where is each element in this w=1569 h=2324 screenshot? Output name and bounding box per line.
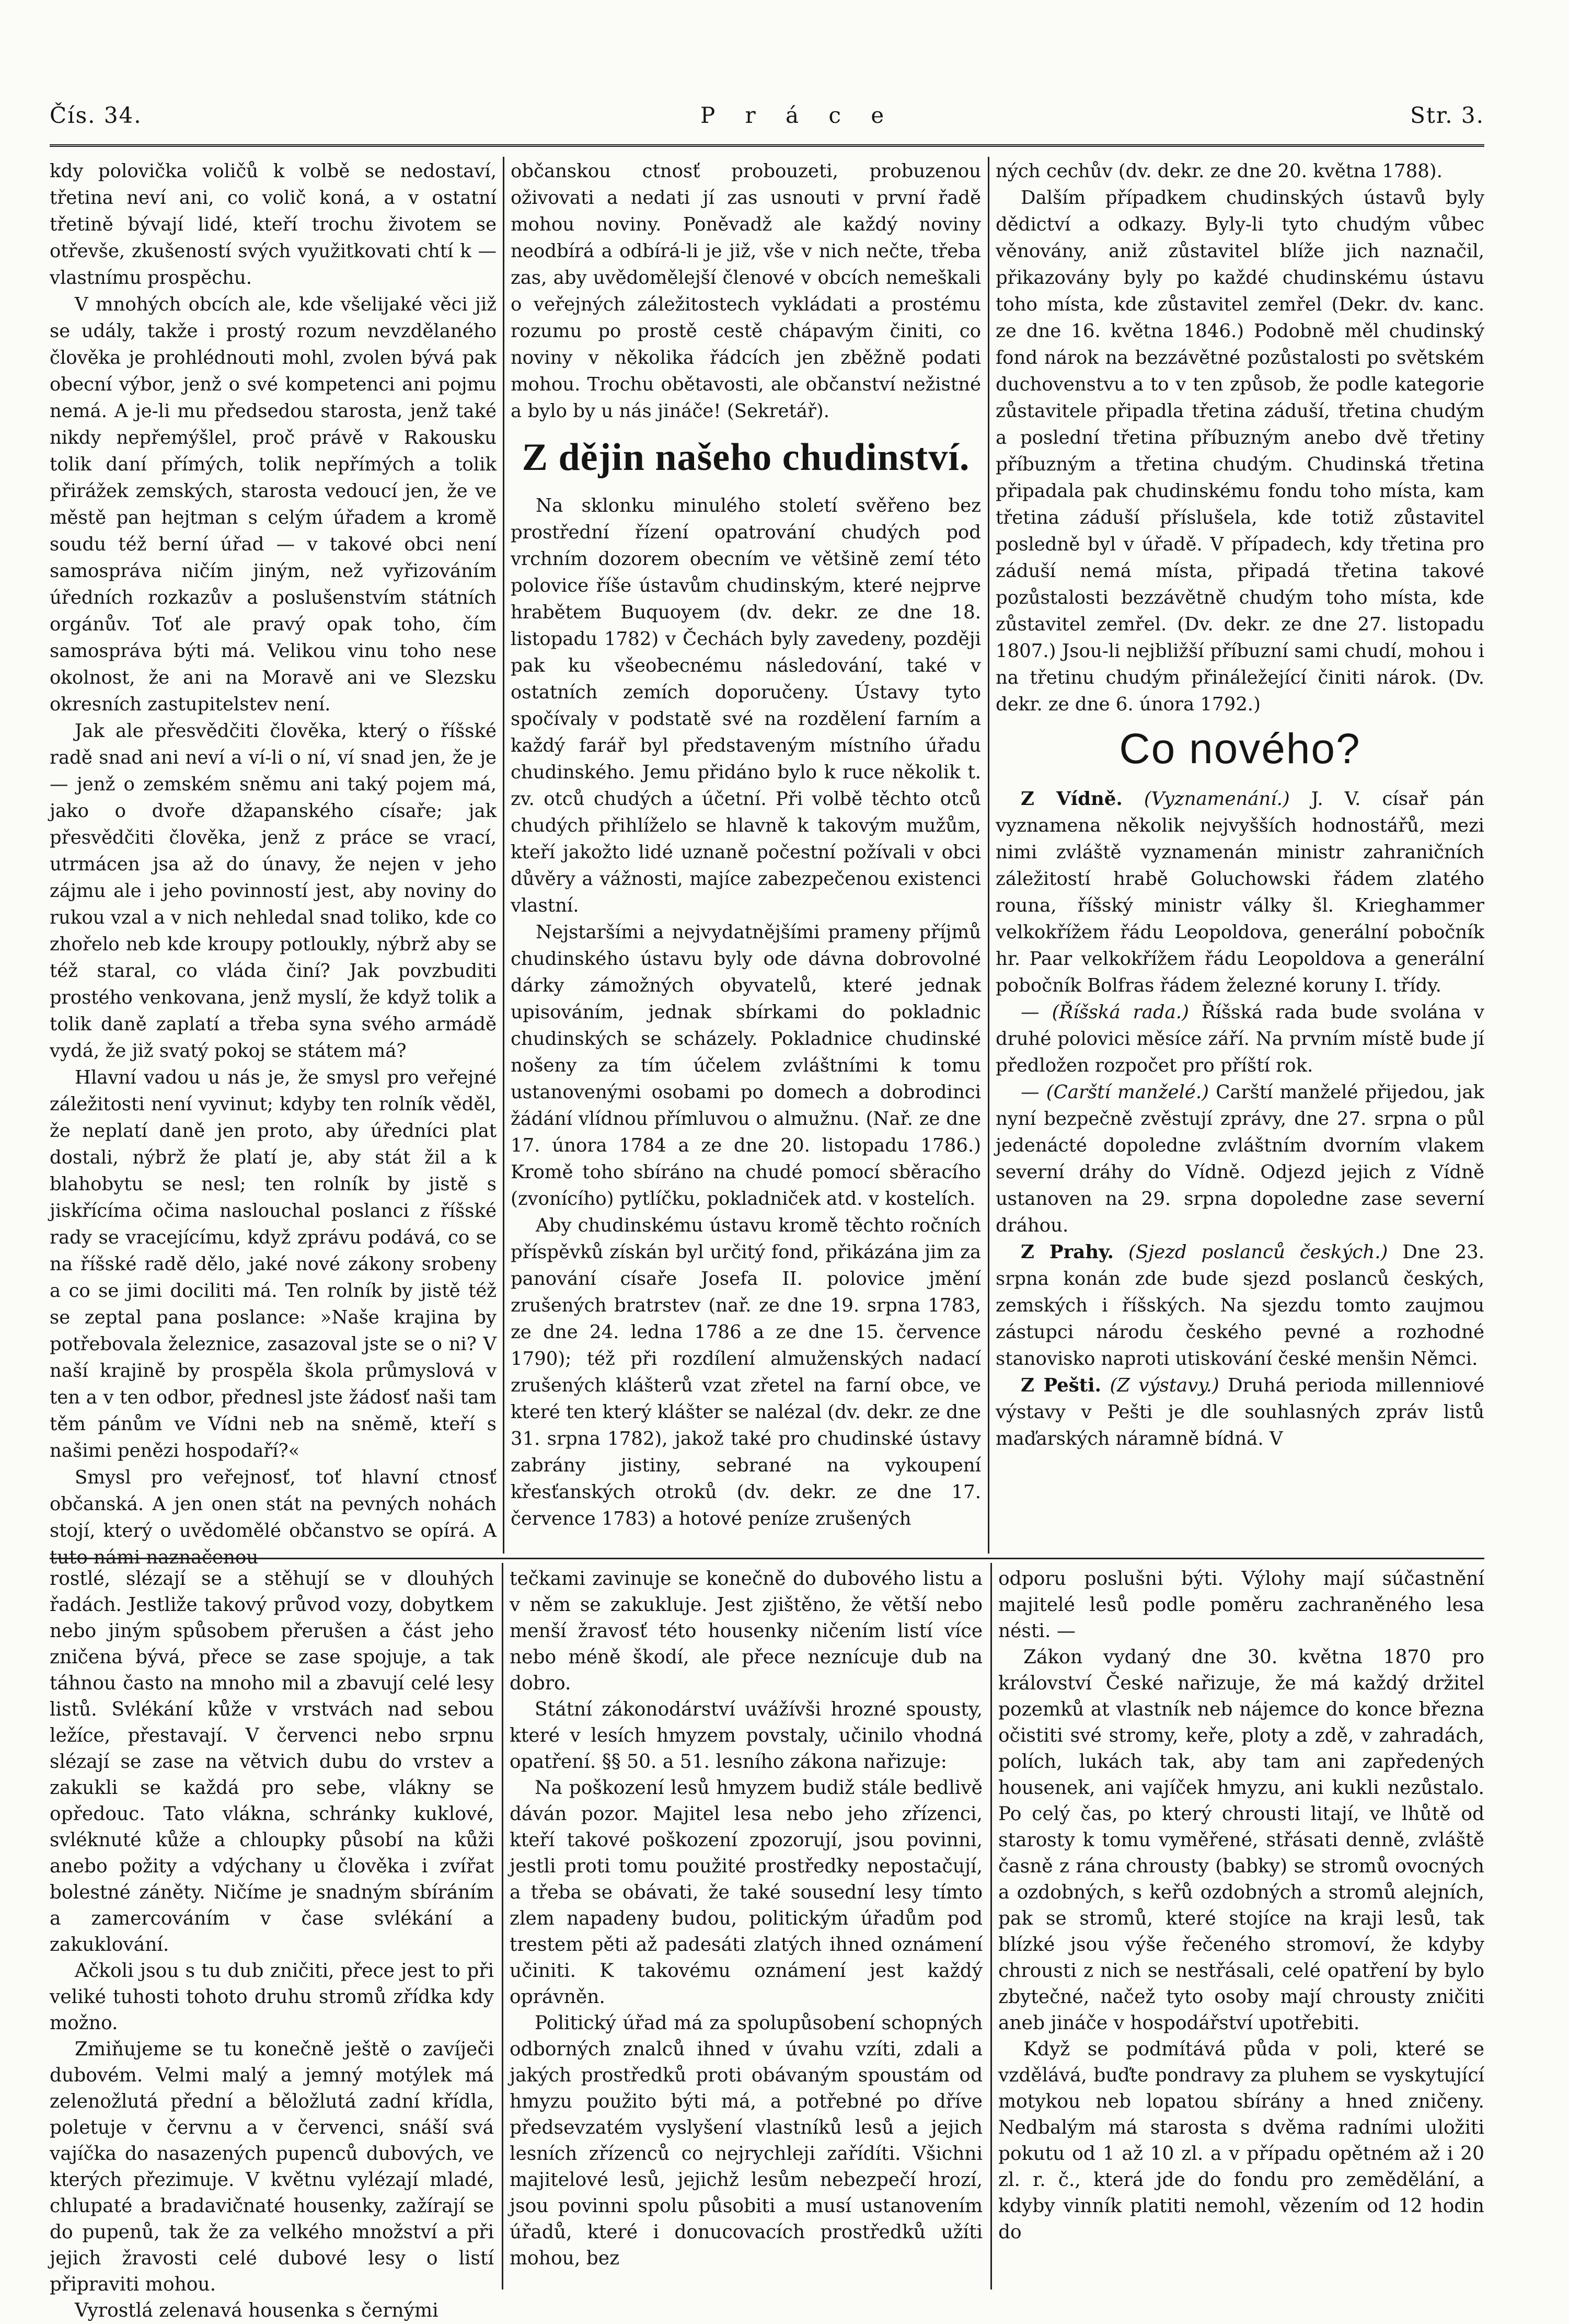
paragraph: Hlavní vadou u nás je, že smysl pro veřejné záležitosti není vyvinut; kdyby ten rolník věděl, že neplatí daně jen proto, aby úředníci plat dostali, nýbrž že platí je, aby stát žil a k blahobytu se nesl; ten rolník by jistě s jiskřícíma očima naslouchal poslanci z říšské rady se vracejícímu, když zprávu podává, co se na říšské radě dělo, jaké nové zákony srobeny a co se jimi dociliti má. Ten rolník by jistě též se zeptal pana poslance: »Naše krajina by potřebovala železnice, zasazoval jste se o ni? V naší krajině by prospěla škola průmyslová v ten a v ten odbor, přednesl jste žádosť naši tam těm pánům ve Vídni neb na sněmě, kteří s našimi penězi hospodaří?«: [50, 1067, 497, 1462]
news-topic: — (Říšská rada.): [1021, 1002, 1189, 1023]
column-rule: [990, 1563, 992, 2290]
news-topic: (Sjezd poslanců českých.): [1128, 1241, 1388, 1263]
column-rule: [988, 157, 989, 1554]
news-item: [996, 786, 1484, 999]
paragraph: Když se podmítává půda v poli, které se vzdělává, buďte pondravy za pluhem se vyskytující motykou neb lopatou sbírány a hned zničeny. Nedbalým má starosta s dvěma radními uložiti pokutu od 1 až 10 zl. a v případu opětném až i 20 zl. r. č., která jde do fondu pro zemědělání, a kdyby vinník platiti nemohl, vězením od 12 hodin do: [998, 2039, 1484, 2243]
paragraph: Nejstaršími a nejvydatnějšími prameny příjmů chudinského ústavu byly ode dávna dobrovolné dárky zámožných obyvatelů, které jednak upisováním, jednak sbírkami do pokladnic chudinských se scházely. Pokladnice chudinské nošeny za tím účelem zvláštními k tomu ustanovenými osobami po domech a dobrodinci žádání vlídnou přímluvou o almužnu. (Nař. ze dne 17. února 1784 a ze dne 20. listopadu 1786.) Kromě toho sbíráno na chudé pomocí sběracího (zvonícího) pytlíčku, pokladniček atd. v kostelích.: [511, 922, 981, 1210]
news-place: Z Prahy.: [1021, 1241, 1114, 1263]
column-rule: [502, 1563, 503, 2290]
column-2: [511, 158, 981, 1552]
paragraph: Vyrostlá zelenavá housenka s černými: [75, 2300, 439, 2321]
paragraph: Státní zákonodárství uvážívši hrozné spousty, které v lesích hmyzem povstaly, učinilo vhodná opatření. §§ 50. a 51. lesního zákona nařizuje:: [510, 1699, 983, 1773]
paragraph: kdy polovička voličů k volbě se nedostaví, třetina neví ani, co volič koná, a v ostatní třetině bývají lidé, kteří trochu životem se otřevše, zkušeností svých využitkovati chtí k — vlastnímu prospěchu.: [50, 160, 497, 289]
paragraph: Dalším případkem chudinských ústavů byly dědictví a odkazy. Byly-li tyto chudým vůbec věnovány, aniž zůstavitel blíže jich naznačil, přikazovány byly po každé chudinskému ústavu toho místa, kde zůstavitel zemřel (Dekr. dv. kanc. ze dne 16. května 1846.) Podobně měl chudinský fond nárok na bezzávětné pozůstalosti po světském duchovenstvu a to v ten způsob, že podle kategorie zůstavitele připadla třetina záduší, třetina chudým a poslední třetina příbuzným anebo dvě třetiny příbuzným a třetina chudým. Chudinská třetina připadala pak chudinskému fondu toho místa, kam třetina záduší příslušela, kde totiž zůstavitel posledně byl v úřadě. V případech, kdy třetina pro záduší nemá místa, připadá třetina takové pozůstalosti bezzávětně chudým toho místa, kde zůstavitel zemřel. (Dv. dekr. ze dne 27. listopadu 1807.) Jsou-li nejbližší příbuzní sami chudí, mohou i na třetinu chudým přináležející činiti nárok. (Dv. dekr. ze dne 6. února 1792.): [996, 187, 1484, 715]
news-place: Z Vídně.: [1021, 788, 1123, 810]
paragraph: Zákon vydaný dne 30. května 1870 pro království České nařizuje, že má každý držitel pozemků at vlastník neb nájemce do konce března očistiti své stromy, keře, ploty a zdě, v zahradách, polích, lukách tak, aby tam ani zapředených housenek, ani vajíček hmyzu, ani kukli nezůstalo. Po celý čas, po který chrousti litají, ve lhůtě od starosty k tomu vyměřené, střásati denně, zvláště časně z rána chrousty (babky) se stromů ovocných a ozdobných, s keřů ozdobných a stromů alejních, pak se stromů, které stojíce na kraji lesů, tak blízké jsou výše řečeného stromoví, že kdyby chrousti z nich se nestřásali, celé opatření by bylo zbytečné, načež tyto osoby mají chrousty zničiti aneb jináče v hospodářství upotřebiti.: [998, 1647, 1484, 2034]
lower-column-3: [998, 1566, 1484, 2290]
news-topic: (Z výstavy.): [1110, 1375, 1219, 1396]
column-3: [996, 158, 1484, 1552]
news-topic: — (Carští manželé.): [1021, 1082, 1209, 1103]
news-heading: Co nového?: [1119, 725, 1361, 773]
news-text: Druhá perioda millenniové výstavy v Pešti je dle souhlasných zpráv listů maďarských náramně bídná. V: [996, 1375, 1484, 1449]
news-text: Říšská rada bude svolána v druhé polovici měsíce září. Na prvním místě bude jí předložen rozpočet pro příští rok.: [996, 1002, 1484, 1076]
paragraph: Zmiňujeme se tu konečně ještě o zavíječi dubovém. Velmi malý a jemný motýlek má zelenožlutá přední a běložlutá zadní křídla, poletuje v červnu a v červenci, snáší svá vajíčka do nasazených pupenců dubových, ve kterých přezimuje. V květnu vylézají mladé, chlupaté a bradavičnaté housenky, zažírají se do pupenů, tak že za velkého množství a při jejich žravosti celé dubové lesy o listí připraviti mohou.: [50, 2039, 494, 2295]
page-number: Str. 3.: [1410, 102, 1484, 128]
news-item: [996, 1079, 1484, 1239]
news-item: [996, 999, 1484, 1079]
page-header: [50, 97, 1484, 147]
article-heading: Z dějin našeho chudinství.: [522, 436, 970, 479]
news-text: J. V. císař pán vyznamena několik nejvyšších hodnostářů, mezi nimi zvláště vyznamenán ministr zahraničních záležitostí hrabě Goluchowski řádem zlatého rouna, říšský ministr války šl. Krieghammer velkokřížem řádu Leopoldova, generální pobočník hr. Paar velkokřížem řádu Leopoldova a generální pobočník Bolfras řádem železné koruny I. třídy.: [996, 788, 1485, 996]
column-1: [50, 158, 497, 1568]
paragraph: Smysl pro veřejnosť, toť hlavní ctnosť občanská. A jen onen stát na pevných nohách stojí, který o uvědomělé občanstvo se opírá. A tuto námi naznačenou: [50, 1467, 497, 1568]
paragraph: tečkami zavinuje se konečně do dubového listu a v něm se zakukluje. Jest zjištěno, že větší nebo menší žravosť této housenky ničením listí více nebo méně škodí, ale přece neznícuje dub na dobro.: [510, 1568, 983, 1694]
paragraph: ných cechův (dv. dekr. ze dne 20. května 1788).: [996, 160, 1443, 182]
lower-column-2: [510, 1566, 983, 2290]
paragraph: Na poškození lesů hmyzem budiž stále bedlivě dáván pozor. Majitel lesa nebo jeho zřízenci, kteří takové poškození zpozorují, jsou povinni, jestli proti tomu použité prostředky nepostačují, a třeba se obávati, že také sousední lesy tímto zlem napadeny budou, politickým úřadům pod trestem pěti až padesáti zlatých ihned oznámení učiniti. K takovému oznámení jest každý oprávněn.: [510, 1777, 983, 2008]
column-rule: [503, 157, 504, 1554]
news-topic: (Vyznamenání.): [1144, 788, 1290, 810]
paragraph: odporu poslušni býti. Výlohy mají súčastnění majitelé lesů podle poměru zachraněného lesa nésti. —: [998, 1568, 1484, 1642]
paragraph: občanskou ctnosť probouzeti, probuzenou oživovati a nedati jí zas usnouti v první řadě mohou noviny. Poněvadž ale každý noviny neodbírá a odbírá-li je již, vše v nich nečte, třeba zas, aby uvědomělejší členové v obcích nemeškali o veřejných záležitostech vykládati a prostému rozumu po prostě cestě chápavým činiti, co noviny v několika řádcích jen zběžně podati mohou. Trochu obětavosti, ale občanství nežistné a bylo by u nás jináče! (Sekretář).: [511, 160, 981, 422]
paragraph: Jak ale přesvědčiti člověka, který o říšské radě snad ani neví a ví-li o ní, ví snad jen, že je — jenž o zemském sněmu ani taký pojem má, jako o dvoře džapanského císaře; jak přesvědčiti člověka, jenž z práce se vrací, utrmácen jsa až do únavy, že nejen v jeho zájmu ale i jeho povinností jest, aby noviny do rukou vzal a v nich nehledal snad toliko, kde co zhořelo neb kde kroupy potloukly, nýbrž aby se též staral, co vláda činí? Jak povzbuditi prostého venkovana, jenž myslí, že když tolik a tolik daně zaplatí a třeba syna svého armádě vydá, že již svatý pokoj se státem má?: [50, 720, 497, 1062]
news-text: Dne 23. srpna konán zde bude sjezd poslanců českých, zemských i říšských. Na sjezdu tomto zaujmou zástupci národu českého pevné a rozhodné stanovisko naproti utiskování české menšin Němci.: [996, 1241, 1485, 1370]
paragraph: V mnohých obcích ale, kde všelijaké věci již se udály, takže i prostý rozum nevzdělaného člověka je prohlédnouti mohl, zvolen bývá pak obecní výbor, jenž o své kompetenci ani pojmu nemá. A je-li mu předsedou starosta, jenž také nikdy nepřemýšlel, proč právě v Rakousku tolik daní přímých, tolik nepřímých a tolik přirážek zemských, starosta vedoucí jen, že ve městě pan hejtman s celým úřadem a kromě soudu též berní úřad — v takové obci není samospráva ničím jiným, než vyřizováním úředních rozkazův a poslušenstvím státních orgánův. Toť ale pravý opak toho, čím samospráva býti má. Velikou vinu toho nese okolnost, že ani na Moravě ani ve Slezsku okresních zastupitelstev není.: [50, 294, 497, 715]
paragraph: Aby chudinskému ústavu kromě těchto ročních příspěvků získán byl určitý fond, přikázána jim za panování císaře Josefa II. polovice jmění zrušených bratrstev (nař. ze dne 19. srpna 1783, ze dne 24. ledna 1786 a ze dne 15. července 1790); též při rozdílení almuženských nadací zrušených klášterů vzat zřetel na farní obce, ve které ten který klášter se nalézal (dv. dekr. ze dne 31. srpna 1782), jakož také pro chudinské ústavy zabrány jistiny, sebrané na vykoupení křesťanských otroků (dv. dekr. ze dne 17. července 1783) a hotové peníze zrušených: [511, 1215, 981, 1529]
news-text: Carští manželé přijedou, jak nyní bezpečně zvěstují zprávy, dne 27. srpna o půl jedenácté dopoledne zvláštním dvorním vlakem severní dráhy do Vídně. Odjezd jejich z Vídně ustanoven na 29. srpna dopoledne zase severní dráhou.: [996, 1082, 1484, 1236]
paragraph: Ačkoli jsou s tu dub zničiti, přece jest to při veliké tuhosti tohoto druhu stromů zřídka kdy možno.: [50, 1960, 494, 2034]
issue-number: Čís. 34.: [50, 102, 142, 128]
news-item: [996, 1372, 1484, 1452]
news-place: Z Pešti.: [1021, 1375, 1101, 1396]
newspaper-title: P r á c e: [700, 102, 896, 128]
news-item: [996, 1239, 1484, 1372]
paragraph: Na sklonku minulého století svěřeno bez prostřední řízení opatrování chudých pod vrchním dozorem obecním ve většině zemí této polovice říše ústavům chudinským, které nejprve hrabětem Buquoyem (dv. dekr. ze dne 18. listopadu 1782) v Čechách byly zavedeny, později pak ku všeobecnému následování, také v ostatních zemích doporučeny. Ústavy tyto spočívaly v podstatě své na rozdělení farním a každý farář byl představeným místního úřadu chudinského. Jemu přidáno bylo k ruce několik t. zv. otců chudých a účetní. Při volbě těchto otců chudých přihlíželo se hlavně k takovým mužům, kteří jakožto lidé uznaně počestní požívali v obci důvěry a vážnosti, majíce zabezpečenou existenci vlastní.: [511, 495, 981, 916]
paragraph: rostlé, slézají se a stěhují se v dlouhých řadách. Jestliže takový průvod vozy, dobytkem nebo jiným spůsobem přerušen a část jeho zničena bývá, přece se zase spojuje, a tak táhnou často na mnoho mil a zbavují celé lesy listů. Svlékání kůže v vrstvách nad sebou ležíce, přestavají. V červenci nebo srpnu slézají se zase na větvich dubu do vrstev a zakukli se každá pro sebe, vlákny se opředouc. Tato vlákna, schránky kuklové, svléknuté kůže a chloupky působí na kůži anebo požity a vdýchany u člověka i zvířat bolestné záněty. Ničíme je snadným sbíráním a zamercováním v čase svlékání a zakuklování.: [50, 1568, 494, 1955]
lower-column-1: [50, 1566, 494, 2321]
paragraph: Politický úřad má za spolupůsobení schopných odborných znalců ihned v úvahu vzíti, zdali a jakých prostředků proti obávaným spoustám od hmyzu použito býti má, a potřebné po dříve předsevzatém vyslyšení vlastníků lesů a jejich lesních zřízenců co nejrychleji zařídíti. Všichni majitelové lesů, jejichž lesům nebezpečí hrozí, jsou povinni spolu působiti a musí ustanovením úřadů, které i donucovacích prostředků užíti mohou, bez: [510, 2012, 983, 2269]
